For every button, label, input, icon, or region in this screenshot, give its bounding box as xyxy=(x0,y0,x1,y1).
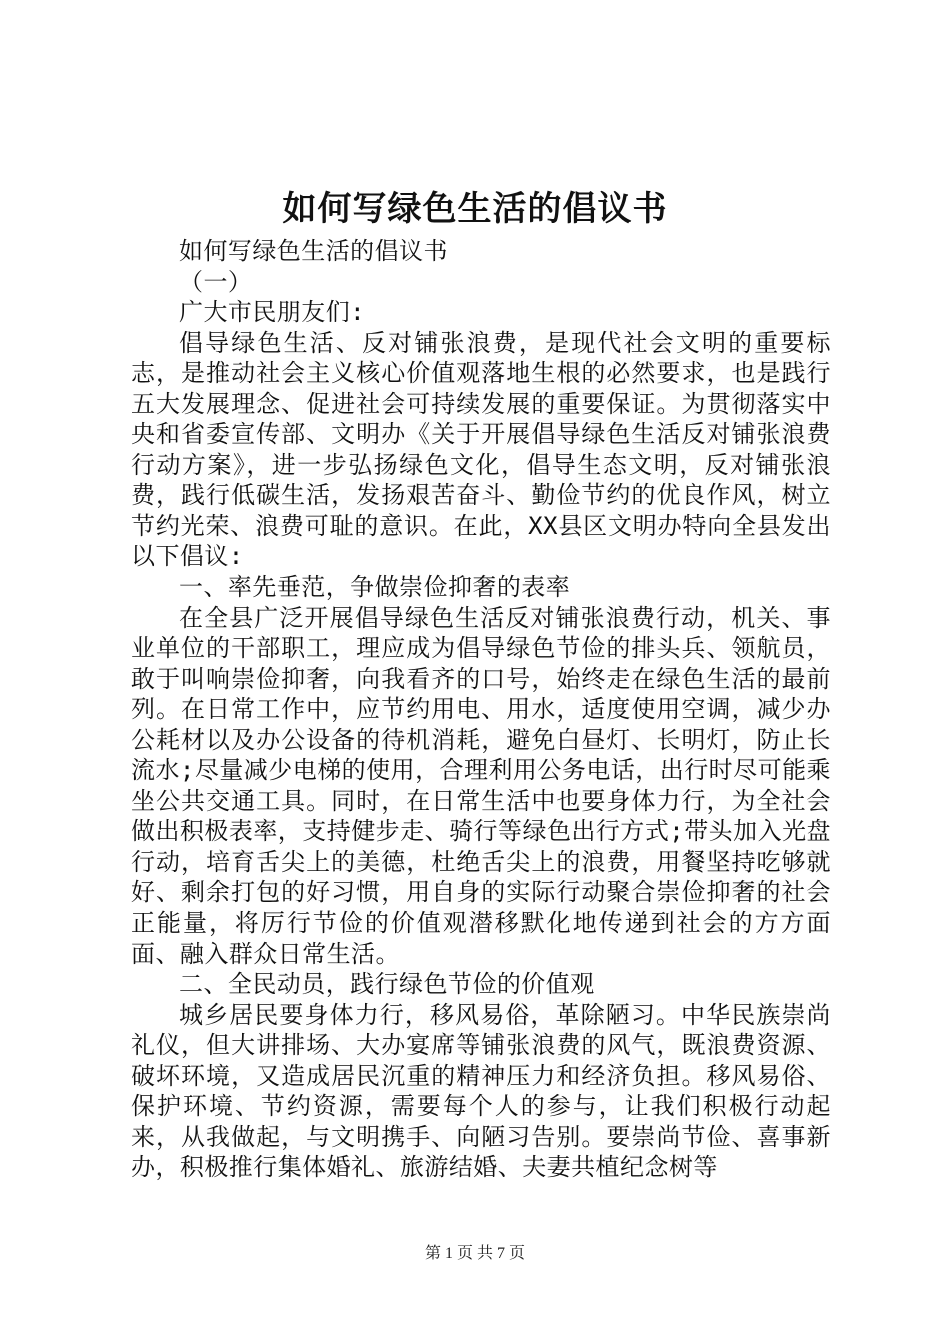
heading-one: 一、率先垂范，争做崇俭抑奢的表率 xyxy=(179,573,571,602)
paragraph-one: 在全县广泛开展倡导绿色生活反对铺张浪费行动，机关、事业单位的干部职工，理应成为倡导绿色节俭的排头兵、领航员，敢于叫响崇俭抑奢，向我看齐的口号，始终走在绿色生活的最前列。在日常工作中，应节约用电、用水，适度使用空调，减少办公耗材以及办公设备的待机消耗，避免白昼灯、长明灯，防止长流水;尽量减少电梯的使用，合理利用公务电话，出行时尽可能乘坐公共交通工具。同时，在日常生活中也要身体力行，为全社会做出积极表率，支持健步走、骑行等绿色出行方式;带头加入光盘行动，培育舌尖上的美德，杜绝舌尖上的浪费，用餐坚持吃够就好、剩余打包的好习惯，用自身的实际行动聚合崇俭抑奢的社会正能量，将厉行节俭的价值观潜移默化地传递到社会的方方面面、融入群众日常生活。 xyxy=(131,603,831,968)
document-title: 如何写绿色生活的倡议书 xyxy=(282,189,668,229)
paragraph-two: 城乡居民要身体力行，移风易俗，革除陋习。中华民族崇尚礼仪，但大讲排场、大办宴席等铺张浪费的风气，既浪费资源、破坏环境，又造成居民沉重的精神压力和经济负担。移风易俗、保护环境、节约资源，需要每个人的参与，让我们积极行动起来，从我做起，与文明携手、向陋习告别。要崇尚节俭、喜事新办，积极推行集体婚礼、旅游结婚、夫妻共植纪念树等 xyxy=(131,1000,831,1182)
salutation: 广大市民朋友们: xyxy=(179,298,366,327)
subtitle-line: 如何写绿色生活的倡议书 xyxy=(179,237,448,265)
intro-paragraph: 倡导绿色生活、反对铺张浪费，是现代社会文明的重要标志，是推动社会主义核心价值观落地生根的必然要求，也是践行五大发展理念、促进社会可持续发展的重要保证。为贯彻落实中央和省委宣传部、文明办《关于开展倡导绿色生活反对铺张浪费行动方案》，进一步弘扬绿色文化，倡导生态文明，反对铺张浪费，践行低碳生活，发扬艰苦奋斗、勤俭节约的优良作风，树立节约光荣、浪费可耻的意识。在此，XX县区文明办特向全县发出以下倡议: xyxy=(131,328,831,571)
document-body xyxy=(131,236,831,1183)
page-number-footer: 第 1 页 共 7 页 xyxy=(424,1245,525,1262)
heading-two: 二、全民动员，践行绿色节俭的价值观 xyxy=(179,970,595,999)
section-number: （一） xyxy=(179,267,253,296)
